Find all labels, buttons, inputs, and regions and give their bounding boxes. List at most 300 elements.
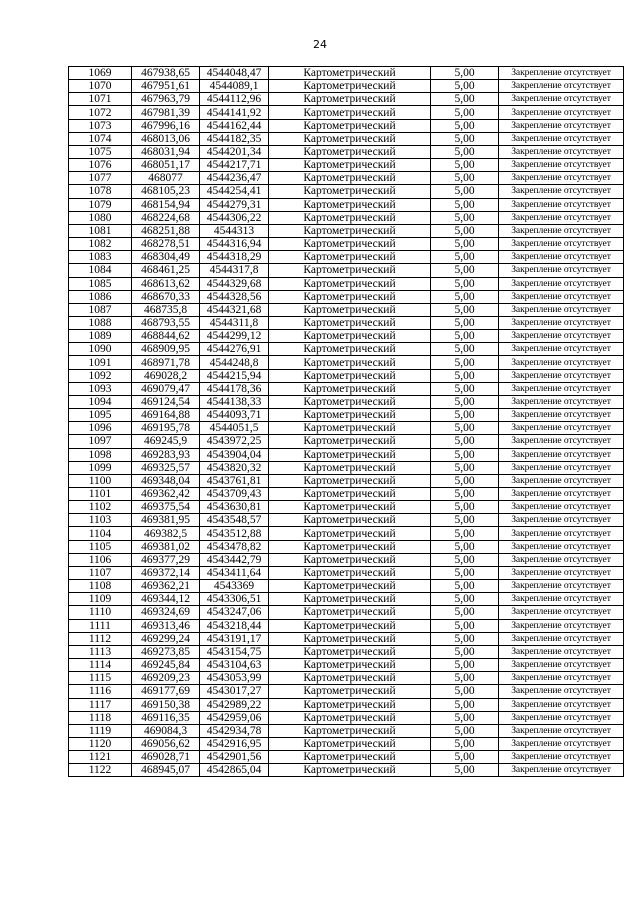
- cell-coord-y: 4544318,29: [200, 251, 269, 264]
- cell-fixing-note: Закрепление отсутствует: [499, 172, 624, 185]
- cell-accuracy: 5,00: [431, 685, 499, 698]
- cell-accuracy: 5,00: [431, 211, 499, 224]
- table-row: [69, 159, 624, 172]
- table-row: [69, 461, 624, 474]
- cell-accuracy: 5,00: [431, 80, 499, 93]
- cell-accuracy: 5,00: [431, 119, 499, 132]
- table-row: [69, 659, 624, 672]
- cell-coord-y: 4544299,12: [200, 330, 269, 343]
- table-row: [69, 382, 624, 395]
- cell-fixing-note: Закрепление отсутствует: [499, 580, 624, 593]
- cell-coord-y: 4544048,47: [200, 67, 269, 80]
- cell-coord-y: 4542865,04: [200, 764, 269, 777]
- cell-coord-y: 4544321,68: [200, 303, 269, 316]
- cell-accuracy: 5,00: [431, 659, 499, 672]
- cell-point-number: 1116: [69, 685, 132, 698]
- cell-coord-x: 469028,71: [132, 751, 200, 764]
- cell-method: Картометрический: [269, 224, 431, 237]
- cell-fixing-note: Закрепление отсутствует: [499, 303, 624, 316]
- cell-accuracy: 5,00: [431, 488, 499, 501]
- cell-accuracy: 5,00: [431, 737, 499, 750]
- cell-coord-y: 4544328,56: [200, 290, 269, 303]
- cell-method: Картометрический: [269, 67, 431, 80]
- table-row: [69, 501, 624, 514]
- cell-fixing-note: Закрепление отсутствует: [499, 264, 624, 277]
- cell-coord-y: 4543630,81: [200, 501, 269, 514]
- cell-point-number: 1072: [69, 106, 132, 119]
- cell-coord-y: 4544217,71: [200, 159, 269, 172]
- cell-coord-x: 469324,69: [132, 606, 200, 619]
- table-row: [69, 488, 624, 501]
- cell-method: Картометрический: [269, 698, 431, 711]
- cell-coord-x: 469348,04: [132, 474, 200, 487]
- cell-method: Картометрический: [269, 724, 431, 737]
- cell-coord-y: 4544316,94: [200, 238, 269, 251]
- cell-point-number: 1093: [69, 382, 132, 395]
- table-row: [69, 645, 624, 658]
- cell-coord-x: 469362,42: [132, 488, 200, 501]
- cell-method: Картометрический: [269, 198, 431, 211]
- cell-method: Картометрический: [269, 645, 431, 658]
- cell-fixing-note: Закрепление отсутствует: [499, 132, 624, 145]
- table-row: [69, 224, 624, 237]
- table-row: [69, 435, 624, 448]
- cell-fixing-note: Закрепление отсутствует: [499, 698, 624, 711]
- cell-point-number: 1071: [69, 93, 132, 106]
- cell-fixing-note: Закрепление отсутствует: [499, 409, 624, 422]
- cell-coord-x: 469084,3: [132, 724, 200, 737]
- cell-coord-y: 4543154,75: [200, 645, 269, 658]
- table-row: [69, 632, 624, 645]
- cell-point-number: 1091: [69, 356, 132, 369]
- cell-point-number: 1111: [69, 619, 132, 632]
- cell-method: Картометрический: [269, 409, 431, 422]
- cell-fixing-note: Закрепление отсутствует: [499, 606, 624, 619]
- cell-coord-x: 468670,33: [132, 290, 200, 303]
- cell-fixing-note: Закрепление отсутствует: [499, 632, 624, 645]
- cell-coord-y: 4543972,25: [200, 435, 269, 448]
- cell-point-number: 1105: [69, 540, 132, 553]
- cell-coord-x: 469079,47: [132, 382, 200, 395]
- cell-fixing-note: Закрепление отсутствует: [499, 343, 624, 356]
- cell-coord-x: 467938,65: [132, 67, 200, 80]
- cell-method: Картометрический: [269, 316, 431, 329]
- cell-point-number: 1083: [69, 251, 132, 264]
- table-row: [69, 145, 624, 158]
- cell-coord-y: 4542934,78: [200, 724, 269, 737]
- cell-method: Картометрический: [269, 737, 431, 750]
- cell-method: Картометрический: [269, 488, 431, 501]
- table-row: [69, 566, 624, 579]
- cell-point-number: 1103: [69, 514, 132, 527]
- cell-coord-x: 468051,17: [132, 159, 200, 172]
- cell-coord-y: 4543820,32: [200, 461, 269, 474]
- table-row: [69, 356, 624, 369]
- cell-method: Картометрический: [269, 672, 431, 685]
- cell-coord-x: 469344,12: [132, 593, 200, 606]
- cell-accuracy: 5,00: [431, 764, 499, 777]
- cell-accuracy: 5,00: [431, 145, 499, 158]
- cell-accuracy: 5,00: [431, 106, 499, 119]
- cell-point-number: 1090: [69, 343, 132, 356]
- cell-coord-y: 4544329,68: [200, 277, 269, 290]
- cell-method: Картометрический: [269, 527, 431, 540]
- cell-method: Картометрический: [269, 553, 431, 566]
- cell-accuracy: 5,00: [431, 93, 499, 106]
- cell-coord-x: 469124,54: [132, 395, 200, 408]
- cell-coord-x: 469313,46: [132, 619, 200, 632]
- cell-fixing-note: Закрепление отсутствует: [499, 395, 624, 408]
- cell-method: Картометрический: [269, 330, 431, 343]
- table-row: [69, 198, 624, 211]
- cell-coord-y: 4543247,06: [200, 606, 269, 619]
- table-row: [69, 290, 624, 303]
- cell-coord-x: 468613,62: [132, 277, 200, 290]
- cell-point-number: 1074: [69, 132, 132, 145]
- cell-accuracy: 5,00: [431, 238, 499, 251]
- cell-coord-x: 468909,95: [132, 343, 200, 356]
- cell-coord-x: 468251,88: [132, 224, 200, 237]
- table-row: [69, 672, 624, 685]
- cell-fixing-note: Закрепление отсутствует: [499, 685, 624, 698]
- cell-method: Картометрический: [269, 580, 431, 593]
- cell-point-number: 1096: [69, 422, 132, 435]
- cell-accuracy: 5,00: [431, 540, 499, 553]
- cell-point-number: 1075: [69, 145, 132, 158]
- cell-fixing-note: Закрепление отсутствует: [499, 369, 624, 382]
- cell-coord-y: 4544201,34: [200, 145, 269, 158]
- cell-fixing-note: Закрепление отсутствует: [499, 185, 624, 198]
- cell-accuracy: 5,00: [431, 67, 499, 80]
- cell-point-number: 1120: [69, 737, 132, 750]
- cell-coord-x: 469273,85: [132, 645, 200, 658]
- cell-coord-y: 4544138,33: [200, 395, 269, 408]
- cell-coord-x: 469362,21: [132, 580, 200, 593]
- table-row: [69, 106, 624, 119]
- cell-coord-x: 469028,2: [132, 369, 200, 382]
- cell-coord-y: 4544306,22: [200, 211, 269, 224]
- cell-coord-y: 4543548,57: [200, 514, 269, 527]
- cell-method: Картометрический: [269, 606, 431, 619]
- cell-accuracy: 5,00: [431, 580, 499, 593]
- cell-accuracy: 5,00: [431, 251, 499, 264]
- cell-method: Картометрический: [269, 251, 431, 264]
- cell-point-number: 1104: [69, 527, 132, 540]
- table-row: [69, 698, 624, 711]
- coordinates-table: [68, 66, 624, 777]
- cell-fixing-note: Закрепление отсутствует: [499, 645, 624, 658]
- cell-fixing-note: Закрепление отсутствует: [499, 145, 624, 158]
- table-row: [69, 172, 624, 185]
- cell-coord-x: 468031,94: [132, 145, 200, 158]
- cell-coord-y: 4544112,96: [200, 93, 269, 106]
- table-row: [69, 343, 624, 356]
- cell-coord-y: 4543512,88: [200, 527, 269, 540]
- cell-coord-y: 4544051,5: [200, 422, 269, 435]
- table-row: [69, 409, 624, 422]
- cell-method: Картометрический: [269, 448, 431, 461]
- cell-method: Картометрический: [269, 119, 431, 132]
- cell-fixing-note: Закрепление отсутствует: [499, 593, 624, 606]
- cell-point-number: 1110: [69, 606, 132, 619]
- cell-point-number: 1108: [69, 580, 132, 593]
- table-row: [69, 540, 624, 553]
- cell-fixing-note: Закрепление отсутствует: [499, 251, 624, 264]
- cell-fixing-note: Закрепление отсутствует: [499, 330, 624, 343]
- cell-accuracy: 5,00: [431, 395, 499, 408]
- cell-fixing-note: Закрепление отсутствует: [499, 119, 624, 132]
- table-row: [69, 553, 624, 566]
- cell-fixing-note: Закрепление отсутствует: [499, 501, 624, 514]
- cell-point-number: 1084: [69, 264, 132, 277]
- cell-fixing-note: Закрепление отсутствует: [499, 238, 624, 251]
- cell-accuracy: 5,00: [431, 159, 499, 172]
- cell-fixing-note: Закрепление отсутствует: [499, 737, 624, 750]
- cell-accuracy: 5,00: [431, 606, 499, 619]
- cell-fixing-note: Закрепление отсутствует: [499, 316, 624, 329]
- cell-coord-x: 468304,49: [132, 251, 200, 264]
- cell-method: Картометрический: [269, 632, 431, 645]
- cell-coord-y: 4543104,63: [200, 659, 269, 672]
- cell-coord-x: 468461,25: [132, 264, 200, 277]
- table-row: [69, 474, 624, 487]
- table-row: [69, 527, 624, 540]
- cell-method: Картометрический: [269, 264, 431, 277]
- cell-accuracy: 5,00: [431, 369, 499, 382]
- cell-accuracy: 5,00: [431, 711, 499, 724]
- cell-coord-x: 469177,69: [132, 685, 200, 698]
- table-row: [69, 724, 624, 737]
- table-row: [69, 685, 624, 698]
- cell-accuracy: 5,00: [431, 356, 499, 369]
- table-row: [69, 132, 624, 145]
- cell-point-number: 1085: [69, 277, 132, 290]
- cell-method: Картометрический: [269, 711, 431, 724]
- cell-coord-x: 467963,79: [132, 93, 200, 106]
- cell-coord-x: 469381,02: [132, 540, 200, 553]
- cell-coord-y: 4543761,81: [200, 474, 269, 487]
- cell-point-number: 1081: [69, 224, 132, 237]
- cell-accuracy: 5,00: [431, 290, 499, 303]
- cell-accuracy: 5,00: [431, 698, 499, 711]
- cell-coord-y: 4544178,36: [200, 382, 269, 395]
- cell-method: Картометрический: [269, 106, 431, 119]
- cell-coord-y: 4544254,41: [200, 185, 269, 198]
- cell-coord-x: 469382,5: [132, 527, 200, 540]
- cell-point-number: 1076: [69, 159, 132, 172]
- cell-fixing-note: Закрепление отсутствует: [499, 93, 624, 106]
- cell-point-number: 1089: [69, 330, 132, 343]
- table-row: [69, 211, 624, 224]
- table-row: [69, 514, 624, 527]
- cell-point-number: 1069: [69, 67, 132, 80]
- cell-fixing-note: Закрепление отсутствует: [499, 435, 624, 448]
- cell-method: Картометрический: [269, 422, 431, 435]
- cell-fixing-note: Закрепление отсутствует: [499, 382, 624, 395]
- cell-fixing-note: Закрепление отсутствует: [499, 751, 624, 764]
- cell-coord-x: 469283,93: [132, 448, 200, 461]
- table-row: [69, 185, 624, 198]
- cell-coord-y: 4544317,8: [200, 264, 269, 277]
- cell-point-number: 1117: [69, 698, 132, 711]
- cell-accuracy: 5,00: [431, 435, 499, 448]
- cell-point-number: 1097: [69, 435, 132, 448]
- cell-point-number: 1115: [69, 672, 132, 685]
- cell-fixing-note: Закрепление отсутствует: [499, 198, 624, 211]
- cell-coord-x: 467996,16: [132, 119, 200, 132]
- cell-coord-x: 468013,06: [132, 132, 200, 145]
- cell-fixing-note: Закрепление отсутствует: [499, 553, 624, 566]
- cell-method: Картометрический: [269, 435, 431, 448]
- cell-fixing-note: Закрепление отсутствует: [499, 619, 624, 632]
- cell-accuracy: 5,00: [431, 645, 499, 658]
- cell-fixing-note: Закрепление отсутствует: [499, 514, 624, 527]
- cell-point-number: 1106: [69, 553, 132, 566]
- cell-method: Картометрический: [269, 751, 431, 764]
- cell-accuracy: 5,00: [431, 303, 499, 316]
- cell-coord-x: 469325,57: [132, 461, 200, 474]
- cell-fixing-note: Закрепление отсутствует: [499, 356, 624, 369]
- table-row: [69, 251, 624, 264]
- cell-accuracy: 5,00: [431, 277, 499, 290]
- cell-method: Картометрический: [269, 566, 431, 579]
- table-row: [69, 369, 624, 382]
- table-row: [69, 619, 624, 632]
- cell-coord-x: 469299,24: [132, 632, 200, 645]
- cell-coord-y: 4544311,8: [200, 316, 269, 329]
- cell-fixing-note: Закрепление отсутствует: [499, 211, 624, 224]
- cell-method: Картометрический: [269, 238, 431, 251]
- cell-coord-y: 4542959,06: [200, 711, 269, 724]
- table-row: [69, 711, 624, 724]
- cell-accuracy: 5,00: [431, 448, 499, 461]
- cell-accuracy: 5,00: [431, 198, 499, 211]
- cell-coord-y: 4544215,94: [200, 369, 269, 382]
- cell-coord-y: 4543369: [200, 580, 269, 593]
- table-row: [69, 303, 624, 316]
- cell-coord-y: 4544089,1: [200, 80, 269, 93]
- cell-accuracy: 5,00: [431, 474, 499, 487]
- cell-coord-y: 4543218,44: [200, 619, 269, 632]
- cell-point-number: 1077: [69, 172, 132, 185]
- cell-coord-x: 469245,84: [132, 659, 200, 672]
- cell-coord-x: 469116,35: [132, 711, 200, 724]
- cell-coord-y: 4544182,35: [200, 132, 269, 145]
- cell-coord-y: 4543017,27: [200, 685, 269, 698]
- cell-coord-x: 468971,78: [132, 356, 200, 369]
- table-row: [69, 67, 624, 80]
- cell-point-number: 1113: [69, 645, 132, 658]
- cell-method: Картометрический: [269, 356, 431, 369]
- cell-fixing-note: Закрепление отсутствует: [499, 566, 624, 579]
- cell-point-number: 1073: [69, 119, 132, 132]
- table-row: [69, 93, 624, 106]
- cell-fixing-note: Закрепление отсутствует: [499, 711, 624, 724]
- cell-coord-y: 4542916,95: [200, 737, 269, 750]
- cell-accuracy: 5,00: [431, 672, 499, 685]
- cell-accuracy: 5,00: [431, 593, 499, 606]
- cell-point-number: 1088: [69, 316, 132, 329]
- page-number: 24: [313, 38, 327, 51]
- cell-coord-x: 468224,68: [132, 211, 200, 224]
- cell-point-number: 1087: [69, 303, 132, 316]
- cell-fixing-note: Закрепление отсутствует: [499, 488, 624, 501]
- cell-coord-y: 4544279,31: [200, 198, 269, 211]
- table-row: [69, 422, 624, 435]
- cell-method: Картометрический: [269, 369, 431, 382]
- cell-accuracy: 5,00: [431, 343, 499, 356]
- cell-method: Картометрический: [269, 132, 431, 145]
- cell-coord-y: 4543053,99: [200, 672, 269, 685]
- cell-fixing-note: Закрепление отсутствует: [499, 224, 624, 237]
- cell-coord-y: 4544162,44: [200, 119, 269, 132]
- cell-method: Картометрический: [269, 172, 431, 185]
- cell-point-number: 1080: [69, 211, 132, 224]
- cell-accuracy: 5,00: [431, 527, 499, 540]
- cell-coord-x: 469245,9: [132, 435, 200, 448]
- cell-method: Картометрический: [269, 93, 431, 106]
- cell-fixing-note: Закрепление отсутствует: [499, 106, 624, 119]
- cell-accuracy: 5,00: [431, 632, 499, 645]
- cell-fixing-note: Закрепление отсутствует: [499, 80, 624, 93]
- cell-method: Картометрический: [269, 685, 431, 698]
- cell-accuracy: 5,00: [431, 132, 499, 145]
- cell-coord-y: 4544093,71: [200, 409, 269, 422]
- cell-point-number: 1095: [69, 409, 132, 422]
- cell-method: Картометрический: [269, 461, 431, 474]
- cell-method: Картометрический: [269, 395, 431, 408]
- cell-fixing-note: Закрепление отсутствует: [499, 422, 624, 435]
- cell-coord-y: 4542901,56: [200, 751, 269, 764]
- cell-method: Картометрический: [269, 593, 431, 606]
- cell-point-number: 1079: [69, 198, 132, 211]
- table-row: [69, 606, 624, 619]
- cell-accuracy: 5,00: [431, 501, 499, 514]
- cell-point-number: 1119: [69, 724, 132, 737]
- cell-method: Картометрический: [269, 619, 431, 632]
- cell-method: Картометрический: [269, 474, 431, 487]
- cell-coord-x: 469375,54: [132, 501, 200, 514]
- cell-coord-x: 468278,51: [132, 238, 200, 251]
- cell-accuracy: 5,00: [431, 185, 499, 198]
- cell-point-number: 1086: [69, 290, 132, 303]
- cell-accuracy: 5,00: [431, 553, 499, 566]
- table-row: [69, 80, 624, 93]
- cell-fixing-note: Закрепление отсутствует: [499, 474, 624, 487]
- cell-accuracy: 5,00: [431, 422, 499, 435]
- cell-accuracy: 5,00: [431, 514, 499, 527]
- cell-coord-y: 4544141,92: [200, 106, 269, 119]
- cell-accuracy: 5,00: [431, 619, 499, 632]
- cell-coord-y: 4543904,04: [200, 448, 269, 461]
- cell-point-number: 1100: [69, 474, 132, 487]
- cell-coord-x: 468945,07: [132, 764, 200, 777]
- cell-method: Картометрический: [269, 277, 431, 290]
- cell-method: Картометрический: [269, 185, 431, 198]
- cell-coord-x: 468735,8: [132, 303, 200, 316]
- cell-coord-y: 4544313: [200, 224, 269, 237]
- cell-accuracy: 5,00: [431, 264, 499, 277]
- cell-method: Картометрический: [269, 290, 431, 303]
- cell-coord-x: 469381,95: [132, 514, 200, 527]
- table-row: [69, 737, 624, 750]
- cell-coord-y: 4544276,91: [200, 343, 269, 356]
- cell-coord-y: 4543442,79: [200, 553, 269, 566]
- cell-accuracy: 5,00: [431, 316, 499, 329]
- cell-point-number: 1121: [69, 751, 132, 764]
- cell-fixing-note: Закрепление отсутствует: [499, 724, 624, 737]
- cell-point-number: 1122: [69, 764, 132, 777]
